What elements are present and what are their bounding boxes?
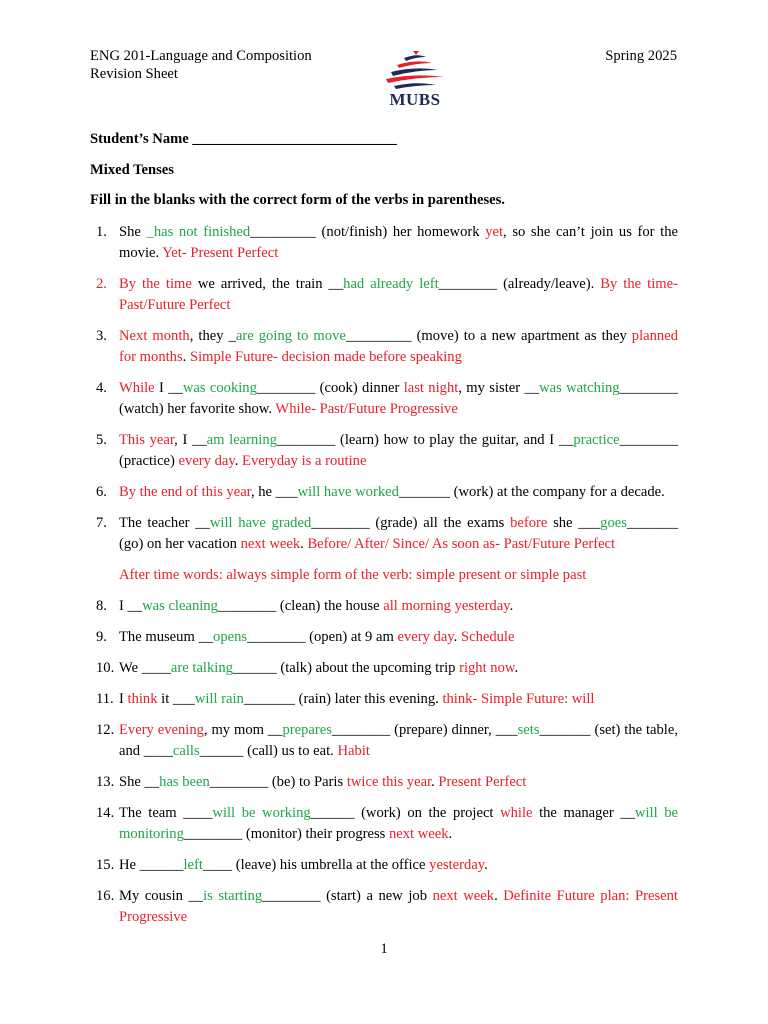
item-text: ________ (prepare) dinner, ___ — [331, 722, 518, 738]
item-text: ____ (leave) his umbrella at the office — [202, 857, 430, 873]
exercise-item — [90, 855, 678, 876]
item-text: I — [119, 691, 128, 707]
section-title: Mixed Tenses — [90, 162, 174, 178]
item-number: 11. — [96, 691, 114, 707]
answer-text: are going to move — [235, 328, 346, 344]
answer-text: prepares — [282, 722, 332, 738]
answer-text: will have graded — [209, 515, 312, 531]
item-number: 5. — [96, 432, 107, 448]
answer-text: am learning — [206, 432, 277, 448]
hint-text: before — [510, 515, 548, 531]
hint-text: By the end of this year — [119, 484, 251, 500]
item-text: ________ (be) to Paris — [209, 774, 347, 790]
item-text: The museum __ — [119, 629, 214, 645]
exercise-item — [90, 596, 678, 617]
hint-text: Simple Future- decision made before speaking — [189, 349, 462, 365]
answer-text: _has not finished — [146, 224, 251, 240]
item-text: _________ (move) to a new apartment as they — [345, 328, 632, 344]
item-text: . — [431, 774, 439, 790]
hint-text: twice this year — [346, 774, 432, 790]
hint-text: This year — [119, 432, 175, 448]
hint-text: Everyday is a routine — [242, 453, 367, 469]
exercise-list — [90, 222, 678, 938]
exercise-item — [90, 274, 678, 316]
item-text: ________ (practice) — [119, 432, 678, 469]
hint-text: last night — [403, 380, 459, 396]
hint-text: think- Simple Future: will — [442, 691, 595, 707]
answer-text: opens — [213, 629, 248, 645]
item-text: ________ (learn) how to play the guitar, and I __ — [276, 432, 574, 448]
item-text: We ____ — [119, 660, 171, 676]
item-text: , they _ — [189, 328, 236, 344]
sheet-title: Revision Sheet — [90, 66, 178, 82]
hint-text: By the time- Past/Future Perfect — [119, 276, 678, 313]
answer-text: sets — [517, 722, 540, 738]
item-text: the manager __ — [532, 805, 635, 821]
item-text: ________ (start) a new job — [262, 888, 433, 904]
item-text: I __ — [154, 380, 183, 396]
logo-wordmark: MUBS — [389, 90, 441, 109]
item-text: He ______ — [119, 857, 184, 873]
hint-text: Before/ After/ Since/ As soon as- Past/Future Perfect — [307, 536, 616, 552]
student-name-field: Student’s Name ____________________________ — [90, 131, 397, 147]
item-text: _______ (go) on her vacation — [119, 515, 678, 552]
hint-text: While — [119, 380, 155, 396]
item-number: 8. — [96, 598, 107, 614]
answer-text: left — [183, 857, 203, 873]
answer-text: was watching — [539, 380, 620, 396]
item-text: ______ (work) on the project — [310, 805, 501, 821]
item-number: 14. — [96, 805, 115, 821]
exercise-item — [90, 482, 678, 503]
item-text: ________ (open) at 9 am — [247, 629, 398, 645]
answer-text: will be monitoring — [119, 805, 678, 842]
item-number: 6. — [96, 484, 107, 500]
item-text: The team ____ — [119, 805, 213, 821]
hint-text: think — [127, 691, 158, 707]
exercise-item — [90, 326, 678, 368]
answer-text: practice — [573, 432, 620, 448]
hint-text: every day — [178, 453, 235, 469]
item-text: _______ (set) the table, and ____ — [119, 722, 678, 759]
exercise-item — [90, 689, 678, 710]
exercise-item — [90, 803, 678, 845]
item-text: ________ (clean) the house — [217, 598, 384, 614]
hint-text: every day — [397, 629, 454, 645]
item-text: ________ (monitor) their progress — [183, 826, 389, 842]
hint-text: Definite Future plan: Present Progressive — [119, 888, 678, 925]
hint-text: By the time — [119, 276, 192, 292]
item-number: 1. — [96, 224, 107, 240]
item-text: . — [448, 826, 453, 842]
item-text: . — [509, 598, 514, 614]
answer-text: will have worked — [297, 484, 399, 500]
answer-text: had already left — [343, 276, 439, 292]
item-text: she ___ — [547, 515, 601, 531]
item-text: My cousin __ — [119, 888, 204, 904]
hint-text: While- Past/Future Progressive — [275, 401, 458, 417]
item-text: _______ (rain) later this evening. — [243, 691, 443, 707]
answer-text: goes — [600, 515, 627, 531]
hint-text: Habit — [337, 743, 370, 759]
hint-text: right now — [459, 660, 515, 676]
hint-text: while — [500, 805, 533, 821]
item-text: , my mom __ — [203, 722, 283, 738]
hint-text: planned for months — [119, 328, 678, 365]
hint-text: yesterday — [429, 857, 485, 873]
item-number: 3. — [96, 328, 107, 344]
hint-text: Present Perfect — [438, 774, 527, 790]
item-number: 13. — [96, 774, 115, 790]
item-number: 7. — [96, 515, 107, 531]
item-number: 10. — [96, 660, 115, 676]
item-text: we arrived, the train __ — [191, 276, 344, 292]
rule-note: After time words: always simple form of the verb: simple present or simple past — [119, 567, 587, 583]
hint-text: all morning yesterday — [383, 598, 510, 614]
answer-text: was cooking — [182, 380, 257, 396]
answer-text: is starting — [203, 888, 263, 904]
hint-text: Next month — [119, 328, 190, 344]
answer-text: was cleaning — [142, 598, 218, 614]
item-text: . — [300, 536, 308, 552]
answer-text: will rain — [194, 691, 244, 707]
hint-text: yet — [485, 224, 504, 240]
answer-text: will be working — [212, 805, 311, 821]
item-text: . — [234, 453, 243, 469]
item-text: . — [514, 660, 519, 676]
exercise-item — [90, 658, 678, 679]
item-number: 4. — [96, 380, 107, 396]
hint-text: Schedule — [460, 629, 515, 645]
item-text: ______ (call) us to eat. — [199, 743, 338, 759]
header-left — [90, 47, 312, 83]
item-text: . — [494, 888, 504, 904]
item-text: _________ (not/finish) her homework — [250, 224, 486, 240]
exercise-item — [90, 627, 678, 648]
item-text: ________ (cook) dinner — [256, 380, 404, 396]
item-text: I __ — [119, 598, 143, 614]
page-number: 1 — [380, 941, 388, 957]
item-text: , so she can’t join us for the movie. — [119, 224, 679, 261]
item-text: . — [182, 349, 190, 365]
item-number: 16. — [96, 888, 115, 904]
item-text: She __ — [119, 774, 160, 790]
item-number: 12. — [96, 722, 115, 738]
hint-text: Yet- Present Perfect — [162, 245, 279, 261]
item-text: it ___ — [157, 691, 195, 707]
item-number: 15. — [96, 857, 115, 873]
exercise-item — [90, 513, 678, 555]
exercise-item — [90, 430, 678, 472]
item-text: She — [119, 224, 147, 240]
hint-text: next week — [432, 888, 495, 904]
item-text: ______ (talk) about the upcoming trip — [232, 660, 460, 676]
exercise-item — [90, 772, 678, 793]
exercise-item — [90, 378, 678, 420]
item-text: The teacher __ — [119, 515, 210, 531]
item-text: ________ (grade) all the exams — [311, 515, 511, 531]
item-text: . — [484, 857, 488, 873]
hint-text: Every evening — [119, 722, 204, 738]
exercise-item — [90, 886, 678, 928]
course-title: ENG 201-Language and Composition — [90, 48, 312, 64]
item-text: . — [453, 629, 461, 645]
exercise-item — [90, 720, 678, 762]
item-text: , my sister __ — [458, 380, 540, 396]
answer-text: calls — [172, 743, 200, 759]
exercise-item — [90, 222, 678, 264]
answer-text: has been — [159, 774, 210, 790]
item-text: ________ (already/leave). — [438, 276, 601, 292]
item-text: ________ (watch) her favorite show. — [119, 380, 678, 417]
item-number: 9. — [96, 629, 107, 645]
term-label: Spring 2025 — [605, 48, 677, 64]
hint-text: next week — [240, 536, 301, 552]
item-text: , he ___ — [250, 484, 298, 500]
instructions: Fill in the blanks with the correct form of the verbs in parentheses. — [90, 192, 505, 208]
item-text: _______ (work) at the company for a decade. — [398, 484, 665, 500]
hint-text: next week — [388, 826, 449, 842]
item-number: 2. — [96, 276, 107, 292]
answer-text: are talking — [170, 660, 233, 676]
item-text: , I __ — [174, 432, 207, 448]
